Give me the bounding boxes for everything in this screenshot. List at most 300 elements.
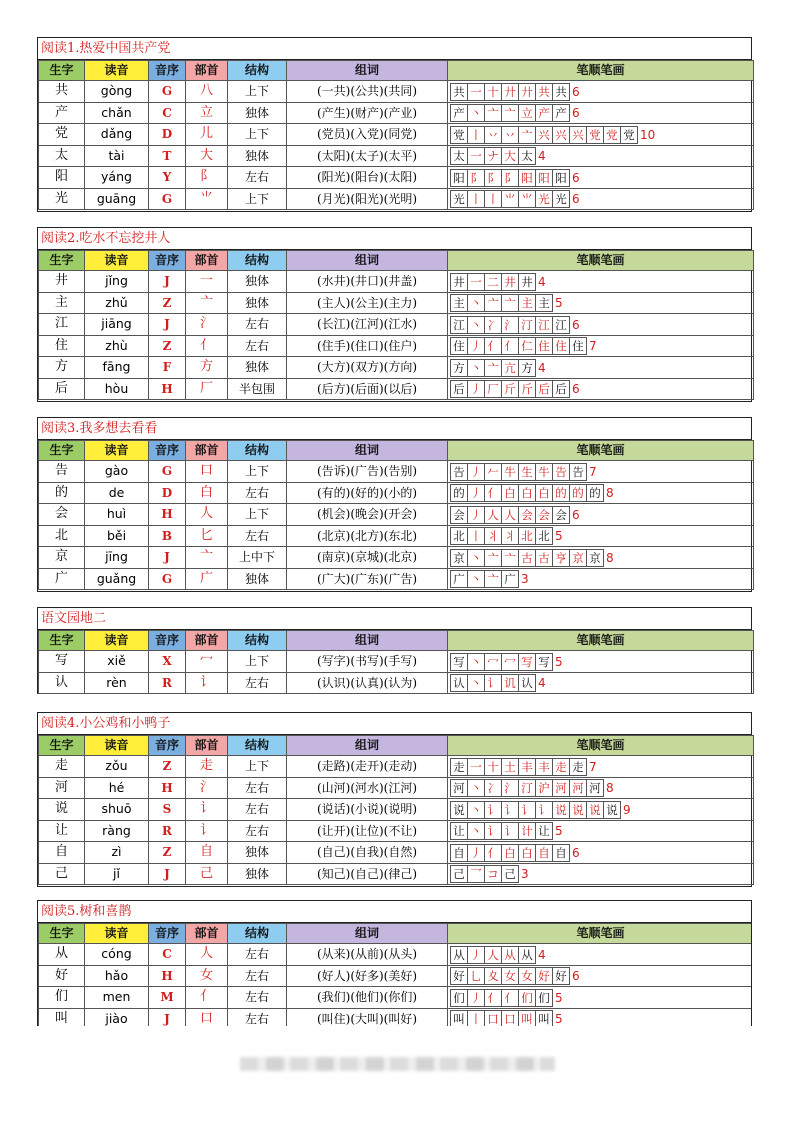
stroke-box: 夊 bbox=[484, 967, 502, 985]
stroke-box: 主 bbox=[518, 294, 536, 312]
structure-header: 结构 bbox=[228, 736, 287, 756]
stroke-box-character: 太 bbox=[450, 147, 468, 165]
structure-cell: 左右 bbox=[228, 944, 287, 966]
pinyin-header: 读音 bbox=[85, 441, 149, 461]
sound-order-cell: G bbox=[149, 461, 186, 483]
order-header: 音序 bbox=[149, 736, 186, 756]
structure-cell: 左右 bbox=[228, 1008, 287, 1026]
structure-cell: 独体 bbox=[228, 568, 287, 590]
stroke-box: 斤 bbox=[501, 380, 519, 398]
section-title: 阅读5.树和喜鹊 bbox=[38, 901, 751, 923]
pinyin-cell: cóng bbox=[85, 944, 149, 966]
table-row bbox=[39, 568, 754, 590]
sound-order-cell: S bbox=[149, 799, 186, 821]
structure-cell: 左右 bbox=[228, 525, 287, 547]
pinyin-header: 读音 bbox=[85, 631, 149, 651]
order-header: 音序 bbox=[149, 251, 186, 271]
structure-cell: 左右 bbox=[228, 987, 287, 1009]
stroke-order-cell bbox=[448, 863, 754, 885]
table-row bbox=[39, 842, 754, 864]
stroke-box: 告 bbox=[552, 463, 570, 481]
stroke-box: 讠 bbox=[484, 674, 502, 692]
character-cell: 告 bbox=[39, 461, 85, 483]
stroke-box: 丨 bbox=[467, 1010, 485, 1026]
stroke-box: 白 bbox=[518, 484, 536, 502]
stroke-order-cell bbox=[448, 987, 753, 1009]
stroke-box: 从 bbox=[518, 946, 536, 964]
stroke-box: 江 bbox=[535, 316, 553, 334]
stroke-box-character: 党 bbox=[450, 126, 468, 144]
char-header: 生字 bbox=[39, 736, 85, 756]
stroke-sequence bbox=[450, 945, 546, 965]
structure-cell: 左右 bbox=[228, 482, 287, 504]
strokes-header: 笔顺笔画 bbox=[448, 61, 754, 81]
stroke-box-character: 后 bbox=[450, 380, 468, 398]
stroke-box-character: 住 bbox=[450, 337, 468, 355]
stroke-count: 4 bbox=[538, 274, 546, 289]
sound-order-cell: G bbox=[149, 81, 186, 103]
stroke-order-cell bbox=[448, 842, 754, 864]
stroke-box: 冖 bbox=[501, 653, 519, 671]
header-row bbox=[39, 736, 754, 756]
strokes-header: 笔顺笔画 bbox=[448, 251, 754, 271]
stroke-box: 牛 bbox=[501, 463, 519, 481]
stroke-box: 亠 bbox=[484, 570, 502, 588]
word-groups-cell: (从来)(从前)(从头) bbox=[287, 944, 448, 966]
stroke-box: 冫 bbox=[484, 316, 502, 334]
stroke-box: ⺌ bbox=[501, 190, 519, 208]
radical-header: 部首 bbox=[186, 631, 228, 651]
word-groups-cell: (月光)(阳光)(光明) bbox=[287, 188, 448, 210]
sound-order-cell: R bbox=[149, 820, 186, 842]
header-row bbox=[39, 631, 754, 651]
radical-cell: 亻 bbox=[186, 987, 228, 1009]
radical-cell: 匕 bbox=[186, 525, 228, 547]
word-groups-cell: (我们)(他们)(你们) bbox=[287, 987, 448, 1009]
pinyin-cell: hé bbox=[85, 777, 149, 799]
stroke-count: 5 bbox=[555, 1012, 563, 1026]
stroke-box: 好 bbox=[535, 967, 553, 985]
stroke-box: 古 bbox=[518, 549, 536, 567]
stroke-box-character: 共 bbox=[450, 83, 468, 101]
structure-cell: 独体 bbox=[228, 145, 287, 167]
stroke-box: ナ bbox=[484, 147, 502, 165]
radical-cell: 讠 bbox=[186, 799, 228, 821]
stroke-box-character: 河 bbox=[450, 779, 468, 797]
stroke-sequence bbox=[450, 358, 546, 378]
stroke-box: 丶 bbox=[467, 779, 485, 797]
stroke-box: 亢 bbox=[501, 359, 519, 377]
pinyin-header: 读音 bbox=[85, 736, 149, 756]
word-groups-cell: (大方)(双方)(方向) bbox=[287, 357, 448, 379]
stroke-box: 写 bbox=[535, 653, 553, 671]
stroke-sequence bbox=[450, 569, 529, 589]
blurred-footer-watermark bbox=[240, 1057, 555, 1071]
stroke-sequence bbox=[450, 757, 597, 777]
char-header: 生字 bbox=[39, 441, 85, 461]
pinyin-header: 读音 bbox=[85, 924, 149, 944]
stroke-box: 亠 bbox=[518, 126, 536, 144]
stroke-box: 方 bbox=[518, 359, 536, 377]
radical-cell: 女 bbox=[186, 965, 228, 987]
section-6 bbox=[37, 900, 752, 1026]
structure-cell: 左右 bbox=[228, 820, 287, 842]
stroke-box: 会 bbox=[535, 506, 553, 524]
stroke-box: 自 bbox=[552, 844, 570, 862]
stroke-box: 住 bbox=[569, 337, 587, 355]
radical-cell: 自 bbox=[186, 842, 228, 864]
table-row bbox=[39, 292, 754, 314]
stroke-box: 丶 bbox=[467, 294, 485, 312]
stroke-sequence bbox=[450, 526, 563, 546]
stroke-order-cell bbox=[448, 651, 754, 673]
table-row bbox=[39, 102, 754, 124]
stroke-order-cell bbox=[448, 314, 754, 336]
stroke-count: 6 bbox=[572, 969, 580, 983]
stroke-box-character: 井 bbox=[450, 273, 468, 291]
table-row bbox=[39, 525, 754, 547]
character-cell: 主 bbox=[39, 292, 85, 314]
stroke-box: 立 bbox=[518, 104, 536, 122]
character-cell: 的 bbox=[39, 482, 85, 504]
section-1 bbox=[37, 37, 752, 212]
stroke-box: 讠 bbox=[535, 801, 553, 819]
pinyin-cell: zǒu bbox=[85, 756, 149, 778]
sound-order-cell: H bbox=[149, 378, 186, 400]
structure-cell: 上下 bbox=[228, 651, 287, 673]
stroke-box: 丶 bbox=[467, 653, 485, 671]
stroke-box: 丨 bbox=[484, 190, 502, 208]
stroke-box: 党 bbox=[603, 126, 621, 144]
pinyin-header: 读音 bbox=[85, 251, 149, 271]
stroke-order-cell bbox=[448, 292, 754, 314]
word-groups-cell: (说话)(小说)(说明) bbox=[287, 799, 448, 821]
radical-cell: 口 bbox=[186, 461, 228, 483]
stroke-sequence bbox=[450, 189, 580, 209]
stroke-box-character: 自 bbox=[450, 844, 468, 862]
sound-order-cell: J bbox=[149, 547, 186, 569]
stroke-box: 广 bbox=[501, 570, 519, 588]
structure-cell: 上下 bbox=[228, 124, 287, 146]
char-header: 生字 bbox=[39, 924, 85, 944]
strokes-header: 笔顺笔画 bbox=[448, 631, 754, 651]
character-cell: 说 bbox=[39, 799, 85, 821]
stroke-box: 丶 bbox=[467, 316, 485, 334]
stroke-order-cell bbox=[448, 378, 754, 400]
stroke-sequence bbox=[450, 843, 580, 863]
stroke-count: 6 bbox=[572, 382, 580, 396]
character-cell: 自 bbox=[39, 842, 85, 864]
sound-order-cell: B bbox=[149, 525, 186, 547]
stroke-box: 住 bbox=[535, 337, 553, 355]
header-row bbox=[39, 924, 753, 944]
character-cell: 光 bbox=[39, 188, 85, 210]
stroke-box: 京 bbox=[586, 549, 604, 567]
stroke-order-cell bbox=[448, 357, 754, 379]
radical-cell: 大 bbox=[186, 145, 228, 167]
stroke-box: 氵 bbox=[501, 779, 519, 797]
sound-order-cell: J bbox=[149, 1008, 186, 1026]
word-groups-cell: (写字)(书写)(手写) bbox=[287, 651, 448, 673]
section-2 bbox=[37, 227, 752, 402]
stroke-box: 丶 bbox=[467, 674, 485, 692]
stroke-sequence bbox=[450, 168, 580, 188]
order-header: 音序 bbox=[149, 441, 186, 461]
table-row bbox=[39, 378, 754, 400]
character-cell: 共 bbox=[39, 81, 85, 103]
table-row bbox=[39, 188, 754, 210]
section-4 bbox=[37, 607, 752, 694]
stroke-sequence bbox=[450, 800, 631, 820]
pinyin-cell: jiāng bbox=[85, 314, 149, 336]
stroke-box-character: 光 bbox=[450, 190, 468, 208]
stroke-box: 丿 bbox=[467, 463, 485, 481]
stroke-sequence bbox=[450, 293, 563, 313]
stroke-box: 产 bbox=[552, 104, 570, 122]
sound-order-cell: H bbox=[149, 777, 186, 799]
stroke-sequence bbox=[450, 483, 614, 503]
stroke-order-cell bbox=[448, 504, 754, 526]
word-groups-cell: (认识)(认真)(认为) bbox=[287, 672, 448, 694]
stroke-box: 二 bbox=[484, 273, 502, 291]
radical-cell: 阝 bbox=[186, 167, 228, 189]
stroke-box: 廾 bbox=[518, 83, 536, 101]
word-groups-cell: (党员)(入党)(同党) bbox=[287, 124, 448, 146]
character-cell: 方 bbox=[39, 357, 85, 379]
sound-order-cell: T bbox=[149, 145, 186, 167]
stroke-count: 5 bbox=[555, 296, 563, 310]
stroke-order-cell bbox=[448, 124, 754, 146]
character-cell: 写 bbox=[39, 651, 85, 673]
radical-cell: 氵 bbox=[186, 314, 228, 336]
word-groups-cell: (叫住)(大叫)(叫好) bbox=[287, 1008, 448, 1026]
section-title: 阅读2.吃水不忘挖井人 bbox=[38, 228, 751, 250]
stroke-box-character: 走 bbox=[450, 758, 468, 776]
stroke-count: 9 bbox=[623, 802, 631, 817]
stroke-sequence bbox=[450, 1009, 563, 1026]
section-title: 语文园地二 bbox=[38, 608, 751, 630]
char-header: 生字 bbox=[39, 631, 85, 651]
character-cell: 认 bbox=[39, 672, 85, 694]
stroke-box: 兴 bbox=[535, 126, 553, 144]
radical-cell: 广 bbox=[186, 568, 228, 590]
word-groups-cell: (主人)(公主)(主力) bbox=[287, 292, 448, 314]
sound-order-cell: Z bbox=[149, 335, 186, 357]
stroke-order-cell bbox=[448, 965, 753, 987]
stroke-box-character: 说 bbox=[450, 801, 468, 819]
structure-header: 结构 bbox=[228, 251, 287, 271]
stroke-box: 告 bbox=[569, 463, 587, 481]
sound-order-cell: H bbox=[149, 504, 186, 526]
table-row bbox=[39, 81, 754, 103]
structure-cell: 左右 bbox=[228, 335, 287, 357]
structure-cell: 上下 bbox=[228, 188, 287, 210]
table-row bbox=[39, 863, 754, 885]
stroke-box: 写 bbox=[518, 653, 536, 671]
character-cell: 会 bbox=[39, 504, 85, 526]
stroke-box: 从 bbox=[501, 946, 519, 964]
stroke-box: 共 bbox=[535, 83, 553, 101]
stroke-count: 6 bbox=[572, 170, 580, 185]
stroke-box: 太 bbox=[518, 147, 536, 165]
sound-order-cell: C bbox=[149, 102, 186, 124]
word-groups-cell: (一共)(公共)(共同) bbox=[287, 81, 448, 103]
stroke-box: 光 bbox=[552, 190, 570, 208]
stroke-box: 阝 bbox=[501, 169, 519, 187]
sound-order-cell: D bbox=[149, 482, 186, 504]
word-groups-cell: (让开)(让位)(不让) bbox=[287, 820, 448, 842]
stroke-count: 3 bbox=[521, 867, 529, 881]
sound-order-cell: G bbox=[149, 568, 186, 590]
stroke-box: 井 bbox=[501, 273, 519, 291]
stroke-count: 7 bbox=[589, 759, 597, 774]
stroke-box: 丷 bbox=[484, 126, 502, 144]
stroke-box-character: 的 bbox=[450, 484, 468, 502]
stroke-order-cell bbox=[448, 568, 754, 590]
character-cell: 江 bbox=[39, 314, 85, 336]
stroke-box: 丿 bbox=[467, 337, 485, 355]
stroke-box-character: 方 bbox=[450, 359, 468, 377]
stroke-box: 土 bbox=[501, 758, 519, 776]
character-cell: 广 bbox=[39, 568, 85, 590]
stroke-box: 们 bbox=[535, 989, 553, 1007]
radical-header: 部首 bbox=[186, 61, 228, 81]
stroke-box: 讠 bbox=[501, 822, 519, 840]
stroke-order-cell bbox=[448, 145, 754, 167]
stroke-box: 人 bbox=[484, 506, 502, 524]
stroke-box-character: 会 bbox=[450, 506, 468, 524]
stroke-order-cell bbox=[448, 271, 754, 293]
stroke-box: 丿 bbox=[467, 380, 485, 398]
word-groups-cell: (南京)(京城)(北京) bbox=[287, 547, 448, 569]
stroke-box: 丨 bbox=[467, 190, 485, 208]
stroke-box: 共 bbox=[552, 83, 570, 101]
stroke-box-character: 主 bbox=[450, 294, 468, 312]
pinyin-cell: jǐ bbox=[85, 863, 149, 885]
stroke-sequence bbox=[450, 336, 597, 356]
sound-order-cell: Z bbox=[149, 756, 186, 778]
stroke-box: 白 bbox=[535, 484, 553, 502]
stroke-order-cell bbox=[448, 799, 754, 821]
radical-cell: 人 bbox=[186, 504, 228, 526]
table-row bbox=[39, 145, 754, 167]
sound-order-cell: R bbox=[149, 672, 186, 694]
stroke-order-cell bbox=[448, 547, 754, 569]
stroke-box: 一 bbox=[467, 83, 485, 101]
structure-cell: 半包围 bbox=[228, 378, 287, 400]
structure-cell: 上下 bbox=[228, 81, 287, 103]
stroke-sequence bbox=[450, 505, 580, 525]
structure-header: 结构 bbox=[228, 924, 287, 944]
stroke-box: 汀 bbox=[518, 316, 536, 334]
stroke-box: 仁 bbox=[518, 337, 536, 355]
stroke-sequence bbox=[450, 778, 614, 798]
vocab-table bbox=[38, 60, 754, 210]
stroke-box: 阳 bbox=[552, 169, 570, 187]
sound-order-cell: H bbox=[149, 965, 186, 987]
word-groups-cell: (自己)(自我)(自然) bbox=[287, 842, 448, 864]
stroke-box-character: 江 bbox=[450, 316, 468, 334]
stroke-box: 计 bbox=[518, 822, 536, 840]
stroke-sequence bbox=[450, 548, 614, 568]
stroke-box-character: 北 bbox=[450, 527, 468, 545]
section-title: 阅读1.热爱中国共产党 bbox=[38, 38, 751, 60]
radical-cell: 一 bbox=[186, 271, 228, 293]
word-groups-cell: (阳光)(阳台)(太阳) bbox=[287, 167, 448, 189]
stroke-box: 亠 bbox=[484, 294, 502, 312]
stroke-box: 丿 bbox=[467, 946, 485, 964]
stroke-count: 8 bbox=[606, 486, 614, 500]
table-row bbox=[39, 314, 754, 336]
stroke-box: 阝 bbox=[484, 169, 502, 187]
pinyin-cell: men bbox=[85, 987, 149, 1009]
order-header: 音序 bbox=[149, 924, 186, 944]
stroke-sequence bbox=[450, 82, 580, 102]
words-header: 组词 bbox=[287, 736, 448, 756]
stroke-sequence bbox=[450, 379, 580, 399]
stroke-count: 5 bbox=[555, 654, 563, 669]
stroke-box: 人 bbox=[501, 506, 519, 524]
pinyin-cell: jǐng bbox=[85, 271, 149, 293]
stroke-box: 女 bbox=[518, 967, 536, 985]
stroke-box: 阳 bbox=[535, 169, 553, 187]
stroke-box: 女 bbox=[501, 967, 519, 985]
stroke-box: 讠 bbox=[484, 801, 502, 819]
radical-cell: 己 bbox=[186, 863, 228, 885]
stroke-box: 亠 bbox=[484, 549, 502, 567]
stroke-box: ⺌ bbox=[518, 190, 536, 208]
structure-cell: 独体 bbox=[228, 102, 287, 124]
table-row bbox=[39, 965, 753, 987]
radical-cell: 方 bbox=[186, 357, 228, 379]
word-groups-cell: (住手)(住口)(住户) bbox=[287, 335, 448, 357]
stroke-order-cell bbox=[448, 1008, 753, 1026]
stroke-box: 丶 bbox=[467, 822, 485, 840]
stroke-box: 的 bbox=[586, 484, 604, 502]
stroke-box: 们 bbox=[518, 989, 536, 1007]
character-cell: 井 bbox=[39, 271, 85, 293]
table-row bbox=[39, 271, 754, 293]
stroke-box: 十 bbox=[484, 758, 502, 776]
stroke-order-cell bbox=[448, 188, 754, 210]
character-cell: 太 bbox=[39, 145, 85, 167]
character-cell: 叫 bbox=[39, 1008, 85, 1026]
stroke-box: 汀 bbox=[518, 779, 536, 797]
word-groups-cell: (产生)(财产)(产业) bbox=[287, 102, 448, 124]
pinyin-cell: de bbox=[85, 482, 149, 504]
stroke-order-cell bbox=[448, 167, 754, 189]
stroke-box: 口 bbox=[484, 1010, 502, 1026]
stroke-count: 3 bbox=[521, 572, 529, 586]
structure-cell: 独体 bbox=[228, 842, 287, 864]
stroke-box: 阝 bbox=[467, 169, 485, 187]
table-row bbox=[39, 547, 754, 569]
stroke-sequence bbox=[450, 673, 546, 693]
structure-cell: 左右 bbox=[228, 799, 287, 821]
stroke-count: 5 bbox=[555, 990, 563, 1005]
stroke-count: 6 bbox=[572, 317, 580, 332]
stroke-box: 牛 bbox=[535, 463, 553, 481]
stroke-sequence bbox=[450, 462, 597, 482]
stroke-box-character: 们 bbox=[450, 989, 468, 1007]
radical-cell: ⺌ bbox=[186, 188, 228, 210]
stroke-box: 一 bbox=[467, 273, 485, 291]
table-row bbox=[39, 756, 754, 778]
structure-header: 结构 bbox=[228, 631, 287, 651]
pinyin-cell: hòu bbox=[85, 378, 149, 400]
words-header: 组词 bbox=[287, 631, 448, 651]
stroke-box: 亻 bbox=[484, 989, 502, 1007]
